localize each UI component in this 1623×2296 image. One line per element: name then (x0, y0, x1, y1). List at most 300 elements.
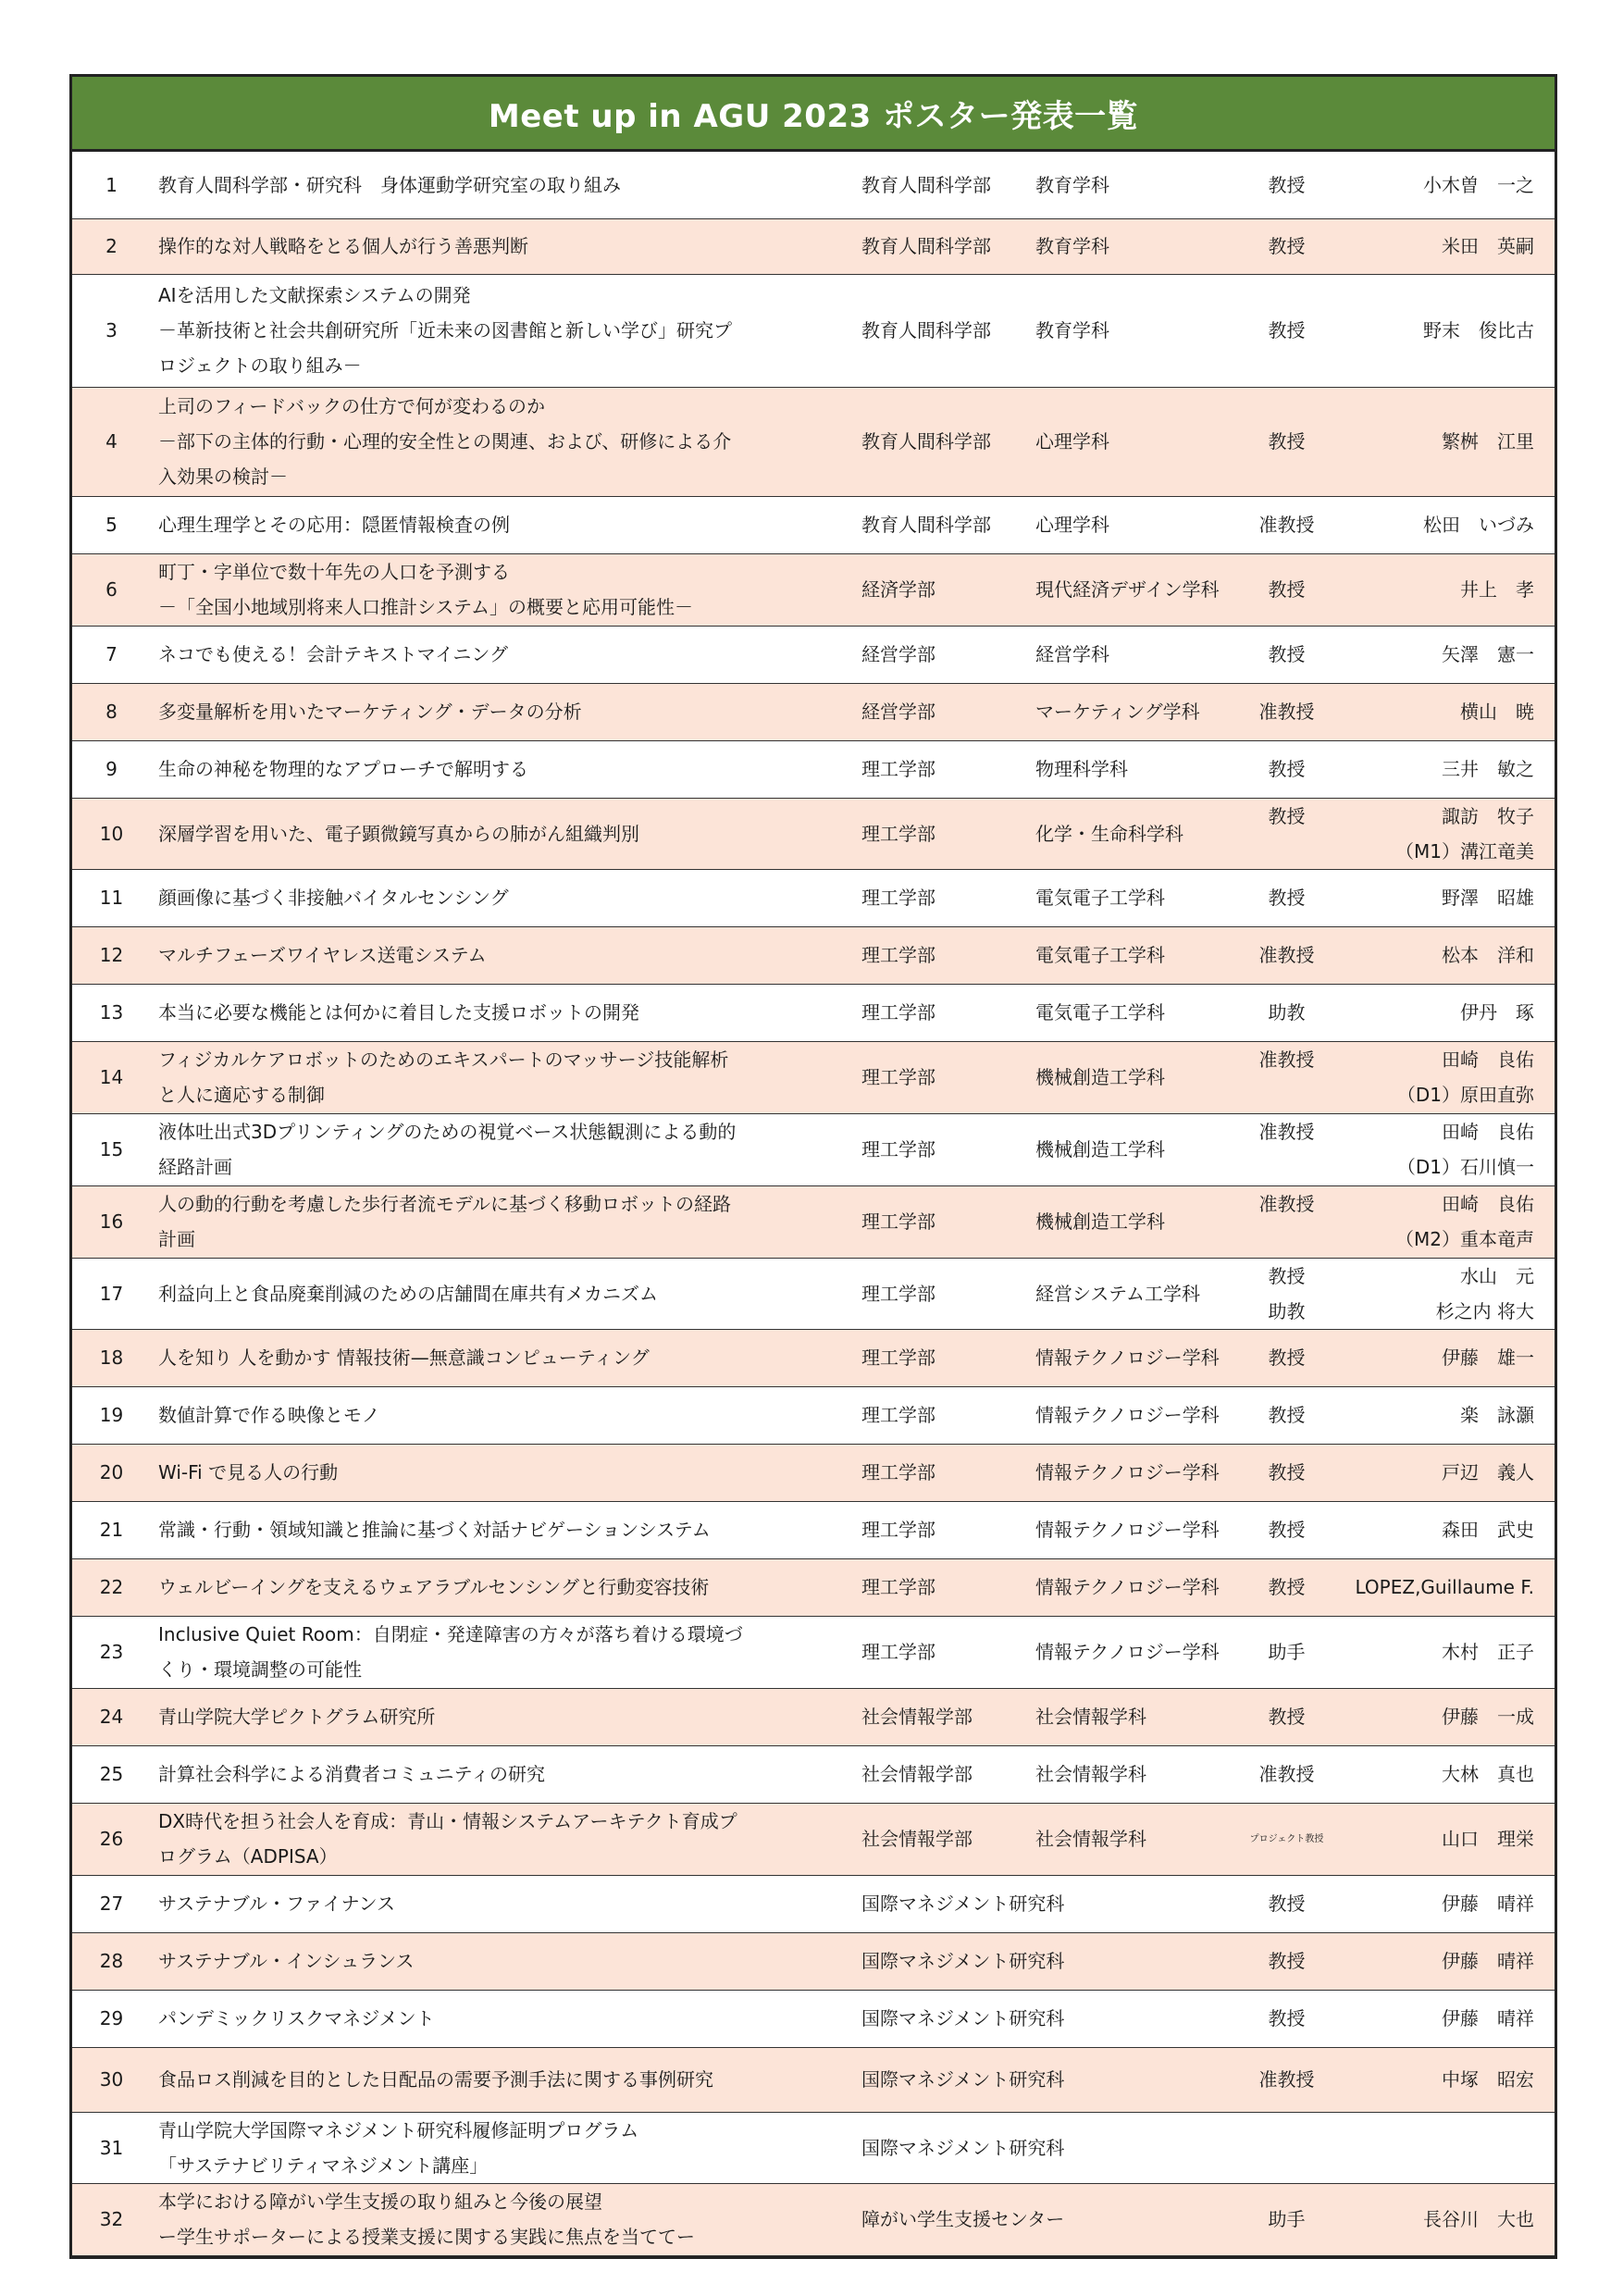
table-row (72, 387, 1555, 496)
presenter-name (1340, 1875, 1555, 1932)
poster-list-sheet (69, 74, 1557, 2259)
row-number: 13 (72, 984, 151, 1041)
table-row (72, 1875, 1555, 1932)
poster-title (151, 626, 854, 683)
poster-title-line: パンデミックリスクマネジメント (158, 2007, 435, 2029)
position-line (1233, 2130, 1340, 2166)
poster-title-line: 数値計算で作る映像とモノ (158, 1404, 380, 1426)
table-row (72, 218, 1555, 274)
presenter-name-line: 中塚 昭宏 (1442, 2068, 1534, 2091)
position-line: 教授 (1268, 319, 1306, 341)
poster-title-line: 教育人間科学部・研究科 身体運動学研究室の取り組み (158, 173, 621, 196)
presenter-name-line: 伊藤 晴祥 (1442, 2007, 1534, 2029)
presenter-name (1340, 1041, 1555, 1113)
faculty: 経済学部 (854, 553, 1030, 626)
faculty: 国際マネジメント研究科 (854, 1932, 1233, 1990)
row-number: 24 (72, 1688, 151, 1745)
poster-title-line: 深層学習を用いた、電子顕微鏡写真からの肺がん組織判別 (158, 822, 639, 845)
department: 情報テクノロジー学科 (1030, 1616, 1233, 1688)
poster-title-line: 入効果の検討－ (158, 465, 288, 488)
position (1233, 274, 1340, 387)
poster-title-line: ログラム（ADPISA） (158, 1845, 338, 1868)
faculty: 理工学部 (854, 1185, 1030, 1258)
poster-title (151, 869, 854, 926)
poster-title-line: －部下の主体的行動・心理的安全性との関連、および、研修による介 (158, 430, 732, 453)
faculty: 理工学部 (854, 1558, 1030, 1616)
department: 心理学科 (1030, 387, 1233, 496)
faculty: 理工学部 (854, 1386, 1030, 1444)
presenter-name (1340, 1185, 1555, 1258)
faculty: 理工学部 (854, 1041, 1030, 1113)
row-number: 7 (72, 626, 151, 683)
poster-title-line: 食品ロス削減を目的とした日配品の需要予測手法に関する事例研究 (158, 2068, 713, 2091)
presenter-name-line: 戸辺 義人 (1442, 1461, 1534, 1483)
poster-title-line: 経路計画 (158, 1156, 232, 1178)
position (1233, 1258, 1340, 1329)
row-number: 6 (72, 553, 151, 626)
position-line: 教授 (1268, 1347, 1306, 1369)
poster-title (151, 926, 854, 984)
table-row (72, 2183, 1555, 2255)
row-number: 10 (72, 798, 151, 869)
presenter-name-line: 伊藤 晴祥 (1442, 1950, 1534, 1972)
position (1233, 218, 1340, 274)
presenter-name-line: LOPEZ,Guillaume F. (1355, 1576, 1534, 1598)
department: 機械創造工学科 (1030, 1113, 1233, 1185)
position (1233, 1558, 1340, 1616)
poster-title (151, 1041, 854, 1113)
position (1233, 798, 1340, 869)
presenter-name-line: 田崎 良佑 (1442, 1193, 1534, 1215)
poster-title-line: ロジェクトの取り組み－ (158, 354, 362, 377)
table-row (72, 2047, 1555, 2112)
department: 教育学科 (1030, 152, 1233, 218)
row-number: 16 (72, 1185, 151, 1258)
presenter-name-line: 伊藤 晴祥 (1442, 1893, 1534, 1915)
presenter-name (1340, 1329, 1555, 1386)
position (1233, 1745, 1340, 1803)
row-number: 29 (72, 1990, 151, 2047)
faculty: 社会情報学部 (854, 1803, 1030, 1875)
position-line: 教授 (1268, 578, 1306, 601)
presenter-name (1340, 387, 1555, 496)
poster-title (151, 2112, 854, 2183)
position (1233, 1113, 1340, 1185)
presenter-name (1340, 496, 1555, 553)
row-number: 14 (72, 1041, 151, 1113)
faculty: 理工学部 (854, 1444, 1030, 1501)
position (1233, 152, 1340, 218)
faculty: 理工学部 (854, 869, 1030, 926)
position (1233, 1329, 1340, 1386)
presenter-name-line: 繁桝 江里 (1442, 430, 1534, 453)
presenter-name-line: （M2）重本竜声 (1395, 1228, 1534, 1250)
table-row (72, 1386, 1555, 1444)
poster-title-line: DX時代を担う社会人を育成：青山・情報システムアーキテクト育成プ (158, 1810, 737, 1832)
poster-title (151, 218, 854, 274)
poster-title (151, 1688, 854, 1745)
faculty: 理工学部 (854, 1501, 1030, 1558)
department: 電気電子工学科 (1030, 984, 1233, 1041)
position-line: 准教授 (1258, 1763, 1315, 1785)
position (1233, 1616, 1340, 1688)
poster-title-line: 上司のフィードバックの仕方で何が変わるのか (158, 395, 545, 417)
poster-title-line: 人を知り 人を動かす 情報技術—無意識コンピューティング (158, 1347, 650, 1369)
row-number: 23 (72, 1616, 151, 1688)
department: 心理学科 (1030, 496, 1233, 553)
position (1233, 387, 1340, 496)
presenter-name (1340, 2047, 1555, 2112)
department: 機械創造工学科 (1030, 1185, 1233, 1258)
department: 社会情報学科 (1030, 1803, 1233, 1875)
table-row (72, 1688, 1555, 1745)
row-number: 27 (72, 1875, 151, 1932)
position-line: 教授 (1268, 1576, 1306, 1598)
position-line: 教授 (1268, 1706, 1306, 1728)
poster-title-line: 計算社会科学による消費者コミュニティの研究 (158, 1763, 545, 1785)
faculty: 教育人間科学部 (854, 152, 1030, 218)
poster-title-line: 「サステナビリティマネジメント講座」 (158, 2153, 489, 2177)
position-line: 助手 (1268, 1641, 1306, 1663)
presenter-name-line: 伊藤 雄一 (1442, 1347, 1534, 1369)
presenter-name-line: 楽 詠灝 (1460, 1404, 1534, 1426)
presenter-name-line: 野末 俊比古 (1423, 319, 1534, 341)
position-line: 助手 (1268, 2208, 1306, 2230)
poster-title-line: マルチフェーズワイヤレス送電システム (158, 944, 487, 966)
position (1233, 626, 1340, 683)
faculty: 教育人間科学部 (854, 496, 1030, 553)
poster-table (72, 152, 1555, 2256)
position (1233, 1875, 1340, 1932)
department: 電気電子工学科 (1030, 869, 1233, 926)
position (1233, 2047, 1340, 2112)
table-row (72, 1932, 1555, 1990)
poster-title-line: 本学における障がい学生支援の取り組みと今後の展望 (158, 2191, 602, 2213)
poster-title (151, 984, 854, 1041)
presenter-name-line: 松田 いづみ (1423, 514, 1534, 536)
presenter-name-line: 矢澤 憲一 (1442, 643, 1534, 665)
faculty: 国際マネジメント研究科 (854, 2112, 1233, 2183)
poster-title (151, 1745, 854, 1803)
table-row (72, 1803, 1555, 1875)
presenter-name-line: 田崎 良佑 (1442, 1121, 1534, 1143)
presenter-name-line: 大林 真也 (1442, 1763, 1534, 1785)
position (1233, 2183, 1340, 2255)
row-number: 20 (72, 1444, 151, 1501)
position-line: 准教授 (1258, 1121, 1315, 1143)
presenter-name (1340, 2112, 1555, 2183)
presenter-name (1340, 1616, 1555, 1688)
poster-title-line: サステナブル・インシュランス (158, 1950, 415, 1972)
position (1233, 553, 1340, 626)
poster-title (151, 1616, 854, 1688)
row-number: 22 (72, 1558, 151, 1616)
poster-title (151, 152, 854, 218)
table-row (72, 152, 1555, 218)
poster-title (151, 274, 854, 387)
position-line: 教授 (1268, 887, 1306, 909)
row-number: 28 (72, 1932, 151, 1990)
position (1233, 1501, 1340, 1558)
position (1233, 683, 1340, 740)
table-row (72, 1616, 1555, 1688)
position (1233, 984, 1340, 1041)
poster-title-line: サステナブル・ファイナンス (158, 1893, 395, 1915)
poster-title (151, 1990, 854, 2047)
table-row (72, 798, 1555, 869)
table-row (72, 1444, 1555, 1501)
position-line: 准教授 (1258, 1193, 1315, 1215)
position-line: 教授 (1268, 2007, 1306, 2029)
position (1233, 740, 1340, 798)
presenter-name (1340, 798, 1555, 869)
position-line: 助教 (1268, 1001, 1306, 1024)
faculty: 国際マネジメント研究科 (854, 1875, 1233, 1932)
poster-title (151, 740, 854, 798)
row-number: 9 (72, 740, 151, 798)
presenter-name-line: 山口 理栄 (1442, 1828, 1534, 1850)
faculty: 教育人間科学部 (854, 218, 1030, 274)
position-line: 教授 (1268, 804, 1306, 827)
position (1233, 1041, 1340, 1113)
department: 現代経済デザイン学科 (1030, 553, 1233, 626)
position-line: 教授 (1268, 173, 1306, 196)
faculty: 社会情報学部 (854, 1745, 1030, 1803)
position-line: 准教授 (1258, 944, 1315, 966)
poster-title-line: AIを活用した文献探索システムの開発 (158, 284, 471, 306)
position-line (1233, 834, 1340, 869)
faculty: 経営学部 (854, 683, 1030, 740)
poster-title-line: フィジカルケアロボットのためのエキスパートのマッサージ技能解析 (158, 1049, 729, 1071)
poster-title (151, 1113, 854, 1185)
poster-title-line: ウェルビーイングを支えるウェアラブルセンシングと行動変容技術 (158, 1576, 710, 1598)
table-row (72, 1185, 1555, 1258)
row-number: 12 (72, 926, 151, 984)
position (1233, 1803, 1340, 1875)
row-number: 3 (72, 274, 151, 387)
poster-title-line: 操作的な対人戦略をとる個人が行う善悪判断 (158, 235, 528, 257)
position (1233, 1688, 1340, 1745)
table-row (72, 1501, 1555, 1558)
poster-title-line: ー学生サポーターによる授業支援に関する実践に焦点を当ててー (158, 2226, 695, 2248)
presenter-name-line: （D1）石川慎一 (1396, 1156, 1534, 1178)
department: 経営システム工学科 (1030, 1258, 1233, 1329)
presenter-name (1340, 1113, 1555, 1185)
position-line: 教授 (1268, 1519, 1306, 1541)
row-number: 15 (72, 1113, 151, 1185)
poster-title (151, 1558, 854, 1616)
row-number: 32 (72, 2183, 151, 2255)
department: 物理科学科 (1030, 740, 1233, 798)
position-line: 准教授 (1258, 1049, 1315, 1071)
presenter-name (1340, 683, 1555, 740)
position-line: 准教授 (1258, 2068, 1315, 2091)
presenter-name (1340, 1803, 1555, 1875)
poster-title (151, 1932, 854, 1990)
department: 情報テクノロジー学科 (1030, 1444, 1233, 1501)
presenter-name-line: （D1）原田直弥 (1396, 1084, 1534, 1106)
faculty: 国際マネジメント研究科 (854, 1990, 1233, 2047)
poster-title (151, 1501, 854, 1558)
row-number: 21 (72, 1501, 151, 1558)
position (1233, 869, 1340, 926)
position-line: 准教授 (1258, 514, 1315, 536)
row-number: 4 (72, 387, 151, 496)
row-number: 18 (72, 1329, 151, 1386)
presenter-name-line: 諏訪 牧子 (1442, 804, 1534, 827)
table-row (72, 1329, 1555, 1386)
presenter-name (1340, 1990, 1555, 2047)
department: マーケティング学科 (1030, 683, 1233, 740)
row-number: 1 (72, 152, 151, 218)
presenter-name (1340, 1688, 1555, 1745)
row-number: 8 (72, 683, 151, 740)
faculty: 国際マネジメント研究科 (854, 2047, 1233, 2112)
presenter-name-line: 伊藤 一成 (1442, 1706, 1534, 1728)
department: 情報テクノロジー学科 (1030, 1386, 1233, 1444)
poster-title-line: 利益向上と食品廃棄削減のための店舗間在庫共有メカニズム (158, 1282, 658, 1305)
faculty: 理工学部 (854, 1616, 1030, 1688)
presenter-name (1340, 218, 1555, 274)
row-number: 5 (72, 496, 151, 553)
presenter-name-line: 野澤 昭雄 (1442, 887, 1534, 909)
poster-title (151, 1875, 854, 1932)
faculty: 理工学部 (854, 1113, 1030, 1185)
presenter-name (1340, 1386, 1555, 1444)
presenter-name (1340, 274, 1555, 387)
presenter-name-line: 小木曽 一之 (1423, 173, 1534, 196)
position (1233, 2112, 1340, 2183)
faculty: 障がい学生支援センター (854, 2183, 1233, 2255)
poster-title-line: と人に適応する制御 (158, 1084, 325, 1106)
row-number: 25 (72, 1745, 151, 1803)
poster-title (151, 1329, 854, 1386)
poster-title-line: 計画 (158, 1228, 195, 1250)
poster-title-line: Inclusive Quiet Room：自閉症・発達障害の方々が落ち着ける環境づ (158, 1623, 743, 1645)
poster-title (151, 798, 854, 869)
presenter-name-line: 井上 孝 (1460, 578, 1534, 601)
department: 化学・生命科学科 (1030, 798, 1233, 869)
presenter-name (1340, 2183, 1555, 2255)
position (1233, 1386, 1340, 1444)
faculty: 理工学部 (854, 798, 1030, 869)
position-line: 教授 (1268, 235, 1306, 257)
position-line (1233, 1077, 1340, 1112)
department: 電気電子工学科 (1030, 926, 1233, 984)
poster-title-line: 心理生理学とその応用：隠匿情報検査の例 (158, 514, 510, 536)
presenter-name-line: 木村 正子 (1442, 1641, 1534, 1663)
faculty: 教育人間科学部 (854, 274, 1030, 387)
poster-title-line: 生命の神秘を物理的なアプローチで解明する (158, 758, 528, 780)
table-row (72, 683, 1555, 740)
table-row (72, 926, 1555, 984)
presenter-name (1340, 1444, 1555, 1501)
row-number: 30 (72, 2047, 151, 2112)
poster-title (151, 1185, 854, 1258)
poster-title-line: 本当に必要な機能とは何かに着目した支援ロボットの開発 (158, 1001, 639, 1024)
poster-title-line: ネコでも使える！会計テキストマイニング (158, 643, 508, 665)
table-row (72, 1990, 1555, 2047)
faculty: 理工学部 (854, 1329, 1030, 1386)
department: 教育学科 (1030, 218, 1233, 274)
poster-title-line: 顔画像に基づく非接触バイタルセンシング (158, 887, 509, 909)
poster-title (151, 683, 854, 740)
department: 情報テクノロジー学科 (1030, 1329, 1233, 1386)
faculty: 経営学部 (854, 626, 1030, 683)
poster-title (151, 2183, 854, 2255)
position (1233, 1444, 1340, 1501)
presenter-name-line: 伊丹 琢 (1460, 1001, 1534, 1024)
poster-title-line: 液体吐出式3Dプリンティングのための視覚ベース状態観測による動的 (158, 1121, 737, 1143)
table-row (72, 1258, 1555, 1329)
table-row (72, 626, 1555, 683)
position-line: 教授 (1268, 1893, 1306, 1915)
table-row (72, 869, 1555, 926)
faculty: 社会情報学部 (854, 1688, 1030, 1745)
table-row (72, 1113, 1555, 1185)
row-number: 19 (72, 1386, 151, 1444)
table-row (72, 2112, 1555, 2183)
poster-title-line: －革新技術と社会共創研究所「近未来の図書館と新しい学び」研究プ (158, 319, 732, 341)
poster-title (151, 1258, 854, 1329)
poster-title (151, 2047, 854, 2112)
presenter-name (1340, 1501, 1555, 1558)
table-row (72, 1745, 1555, 1803)
poster-title-line: 青山学院大学国際マネジメント研究科履修証明プログラム (158, 2118, 639, 2141)
row-number: 31 (72, 2112, 151, 2183)
faculty: 理工学部 (854, 1258, 1030, 1329)
poster-title-line: 町丁・字単位で数十年先の人口を予測する (158, 561, 510, 583)
position (1233, 1185, 1340, 1258)
position-line: 教授 (1268, 758, 1306, 780)
department: 教育学科 (1030, 274, 1233, 387)
presenter-name (1340, 1558, 1555, 1616)
faculty: 理工学部 (854, 926, 1030, 984)
poster-title-line: Wi-Fi で見る人の行動 (158, 1461, 339, 1483)
presenter-name (1340, 926, 1555, 984)
presenter-name (1340, 1745, 1555, 1803)
position-line: 教授 (1268, 1264, 1306, 1287)
department: 社会情報学科 (1030, 1688, 1233, 1745)
poster-title (151, 387, 854, 496)
presenter-name (1340, 626, 1555, 683)
poster-title (151, 496, 854, 553)
presenter-name (1340, 152, 1555, 218)
position (1233, 1932, 1340, 1990)
presenter-name-line: 長谷川 大也 (1423, 2208, 1534, 2230)
presenter-name-line: 水山 元 (1460, 1264, 1534, 1287)
table-row (72, 1558, 1555, 1616)
position-line: 教授 (1268, 1461, 1306, 1483)
presenter-name-line: 米田 英嗣 (1442, 235, 1534, 257)
faculty: 理工学部 (854, 984, 1030, 1041)
table-row (72, 553, 1555, 626)
row-number: 2 (72, 218, 151, 274)
poster-title (151, 1444, 854, 1501)
faculty: 理工学部 (854, 740, 1030, 798)
page-title: Meet up in AGU 2023 ポスター発表一覧 (72, 77, 1555, 152)
poster-title-line: －「全国小地域別将来人口推計システム」の概要と応用可能性－ (158, 596, 693, 618)
row-number: 26 (72, 1803, 151, 1875)
presenter-name-line: 松本 洋和 (1442, 944, 1534, 966)
position-line: 教授 (1268, 1404, 1306, 1426)
position (1233, 926, 1340, 984)
department: 社会情報学科 (1030, 1745, 1233, 1803)
presenter-name-line: （M1）溝江竜美 (1395, 839, 1534, 863)
presenter-name-line: 三井 敏之 (1442, 758, 1534, 780)
position-line: 准教授 (1258, 701, 1315, 723)
poster-title-line: 多変量解析を用いたマーケティング・データの分析 (158, 701, 582, 723)
